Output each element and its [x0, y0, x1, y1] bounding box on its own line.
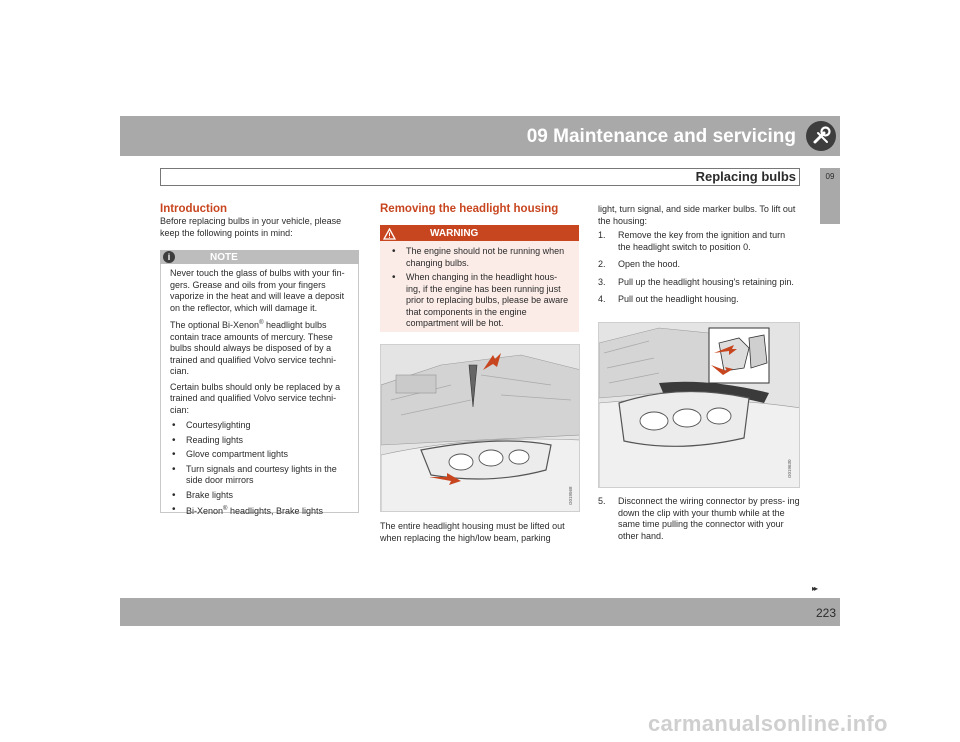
note-paragraph: Certain bulbs should only be replaced by a trained and qualified Volvo service techni- cian: — [170, 381, 341, 415]
figure-caption: The entire headlight housing must be lifted out when replacing the high/low beam, parking — [380, 521, 565, 543]
note-header — [160, 250, 359, 264]
note-content — [170, 268, 354, 521]
step-text: Pull out the headlight housing. — [618, 294, 739, 304]
watermark: carmanualsonline.info — [648, 711, 888, 736]
figure-code: G019630 — [787, 459, 792, 478]
step-number: 2. — [598, 259, 606, 269]
col3-intro-text: light, turn signal, and side marker bulbs. To lift out the housing: — [598, 204, 796, 226]
step-item — [598, 230, 800, 253]
note-text: headlight bulbs contain trace amounts of mercury. These bulbs should always be disposed of by a trained and qualified Volvo service techni- cian. — [170, 320, 337, 376]
wrench-icon — [806, 121, 836, 151]
list-text: headlights, Brake lights — [227, 506, 324, 516]
warning-list — [390, 246, 574, 330]
warning-title: WARNING — [430, 228, 479, 239]
step-item — [598, 496, 800, 542]
list-item: • Glove compartment lights — [170, 449, 354, 461]
bulb-list — [170, 420, 354, 518]
info-icon: i — [163, 251, 175, 263]
step-item — [598, 294, 800, 306]
step-text: Pull up the headlight housing's retaining pin. — [618, 276, 794, 287]
note-text: The optional Bi-Xenon — [170, 320, 260, 330]
footer-band — [120, 598, 800, 626]
warning-header — [380, 225, 579, 241]
list-text: Bi-Xenon — [186, 506, 224, 516]
introduction-text: Before replacing bulbs in your vehicle, please keep the following points in mind: — [160, 216, 342, 238]
step-number: 4. — [598, 294, 606, 304]
section-title: Replacing bulbs — [695, 169, 796, 184]
list-item: • When changing in the headlight hous- ing, if the engine has been running just prior to replacing bulbs, please be aware that components in the engine compartment will be hot. — [390, 272, 574, 330]
list-item: • Brake lights — [170, 490, 354, 502]
warning-content — [390, 246, 574, 333]
step-text: Remove the key from the ignition and turn the headlight switch to position 0. — [618, 230, 786, 252]
step-5 — [598, 496, 800, 548]
steps-list-continued — [598, 496, 800, 542]
headlight-housing-figure — [380, 344, 580, 512]
steps-list-container — [598, 230, 800, 312]
note-paragraph: Never touch the glass of bulbs with your fin- gers. Grease and oils from your fingers vaporize in the heat and will leave a deposit on the reflector, which will damage it. — [170, 268, 345, 313]
note-paragraph — [170, 318, 354, 378]
chapter-tab-number: 09 — [825, 172, 835, 181]
list-item: • Reading lights — [170, 435, 354, 447]
list-item: • Courtesylighting — [170, 420, 354, 432]
step-text: Open the hood. — [618, 259, 681, 269]
figure-code: G019568 — [568, 486, 573, 505]
step-number: 1. — [598, 230, 606, 240]
registered-mark: ® — [259, 320, 264, 326]
steps-list — [598, 230, 800, 306]
registered-mark: ® — [223, 506, 228, 512]
page-number: 223 — [815, 606, 836, 620]
introduction-heading: Introduction — [160, 203, 228, 215]
list-item: • The engine should not be running when changing bulbs. — [390, 246, 574, 269]
note-title: NOTE — [210, 252, 238, 263]
step-number: 3. — [598, 276, 606, 287]
list-item — [170, 504, 354, 518]
list-item: • Turn signals and courtesy lights in the side door mirrors — [170, 464, 354, 487]
step-item — [598, 277, 800, 289]
step-item — [598, 259, 800, 271]
chapter-title: 09 Maintenance and servicing — [526, 126, 796, 147]
continued-arrows: ▸▸ — [812, 584, 817, 593]
wiring-connector-figure — [598, 322, 800, 488]
step-number: 5. — [598, 496, 606, 506]
warning-triangle-icon — [383, 227, 396, 245]
step-text: Disconnect the wiring connector by press- ing down the clip with your thumb while at the same time pulling the connector with your other hand. — [618, 496, 800, 541]
removing-housing-heading: Removing the headlight housing — [380, 203, 559, 215]
